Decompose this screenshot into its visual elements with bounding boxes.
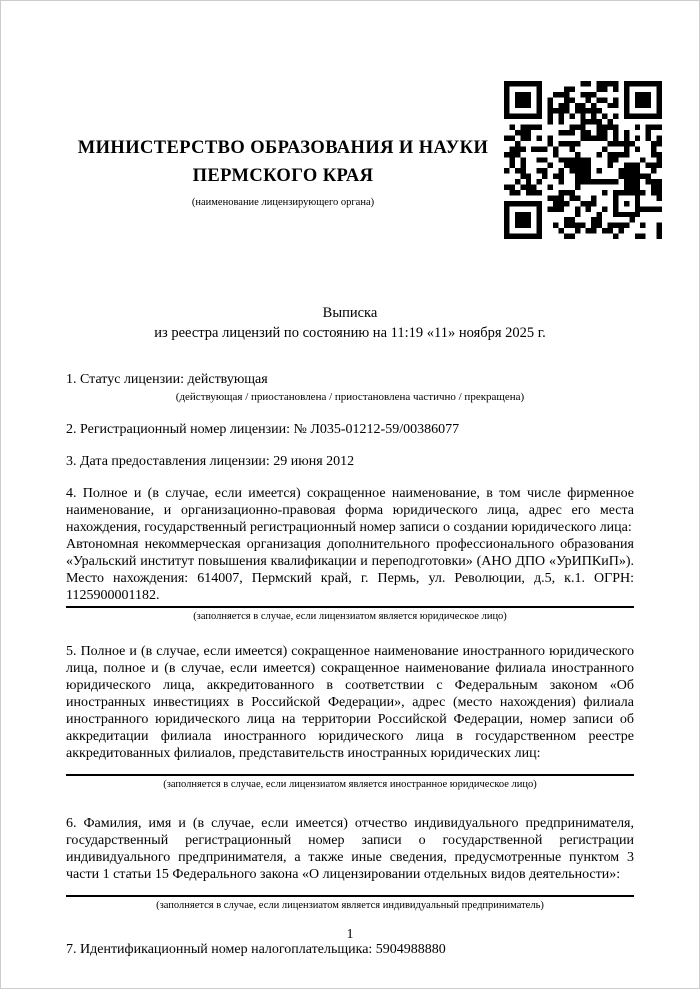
item-6-answer-blank xyxy=(66,883,634,893)
item-3-text: 3. Дата предоставления лицензии: 29 июня 2012 xyxy=(66,454,355,469)
document-title-block xyxy=(66,303,634,343)
item-1-caption: (действующая / приостановлена / приостановлена частично / прекращена) xyxy=(175,391,525,403)
item-3-license-date xyxy=(66,453,634,470)
page-number: 1 xyxy=(346,927,354,942)
item-5-foreign-entity xyxy=(66,643,634,791)
item-2-registration-number xyxy=(66,421,634,438)
item-2-text: 2. Регистрационный номер лицензии: № Л035-01212-59/00386077 xyxy=(66,422,460,437)
item-6-fill-line xyxy=(66,895,634,897)
item-5-question: 5. Полное и (в случае, если имеется) сокращенное наименование иностранного юридического лица, полное и (в случае, если имеется) сокращенное наименование филиала иностранного юридического лица, аккредитованного в соответствии с Федеральным законом «Об иностранных инвестициях в Российской Федерации», адрес (место нахождения) филиала иностранного юридического лица на территории Российской Федерации, номер записи об аккредитации филиала иностранного юридического лица в государственном реестре аккредитованных филиалов, представительств иностранных юридических лиц: xyxy=(66,644,634,761)
item-6-individual-entrepreneur xyxy=(66,815,634,912)
item-4-question: 4. Полное и (в случае, если имеется) сокращенное наименование, в том числе фирменное наименование, и организационно-правовая форма юридического лица, адрес его места нахождения, государственный регистрационный номер записи о создании юридического лица: xyxy=(66,486,634,535)
item-4-legal-entity xyxy=(66,485,634,623)
authority-name-line2: ПЕРМСКОГО КРАЯ xyxy=(192,166,374,186)
item-5-fill-line xyxy=(66,774,634,776)
item-4-fill-line xyxy=(66,606,634,608)
item-7-taxpayer-number xyxy=(66,941,634,958)
item-7-text: 7. Идентификационный номер налогоплательщика: 5904988880 xyxy=(66,942,446,957)
document-subtitle: из реестра лицензий по состоянию на 11:19 «11» ноября 2025 г. xyxy=(154,325,546,341)
item-4-caption: (заполняется в случае, если лицензиатом является юридическое лицо) xyxy=(193,611,507,622)
item-4-answer: Автономная некоммерческая организация дополнительного профессионального образования «Уральский институт повышения квалификации и переподготовки» (АНО ДПО «УрИПКиП»). Место нахождения: 614007, Пермский край, г. Пермь, ул. Революции, д.5, к.1. ОГРН: 1125900001182. xyxy=(66,537,634,603)
item-6-caption: (заполняется в случае, если лицензиатом является индивидуальный предприниматель) xyxy=(156,900,544,911)
item-6-question: 6. Фамилия, имя и (в случае, если имеется) отчество индивидуального предпринимателя, государственный регистрационный номер записи о государственной регистрации индивидуального предпринимателя, а также иные сведения, предусмотренные пунктом 3 части 1 статьи 15 Федерального закона «О лицензировании отдельных видов деятельности»: xyxy=(66,816,634,882)
item-1-text: 1. Статус лицензии: действующая xyxy=(66,372,268,387)
authority-caption: (наименование лицензирующего органа) xyxy=(191,197,375,208)
item-5-caption: (заполняется в случае, если лицензиатом является иностранное юридическое лицо) xyxy=(163,779,537,790)
authority-name-line1: МИНИСТЕРСТВО ОБРАЗОВАНИЯ И НАУКИ xyxy=(77,138,489,158)
document-header xyxy=(1,1,699,251)
item-5-answer-blank xyxy=(66,762,634,772)
document-body xyxy=(1,303,699,958)
item-1-license-status xyxy=(66,371,634,404)
document-title: Выписка xyxy=(322,305,378,321)
licensing-authority-block xyxy=(64,134,502,210)
qr-code-icon xyxy=(504,81,662,239)
